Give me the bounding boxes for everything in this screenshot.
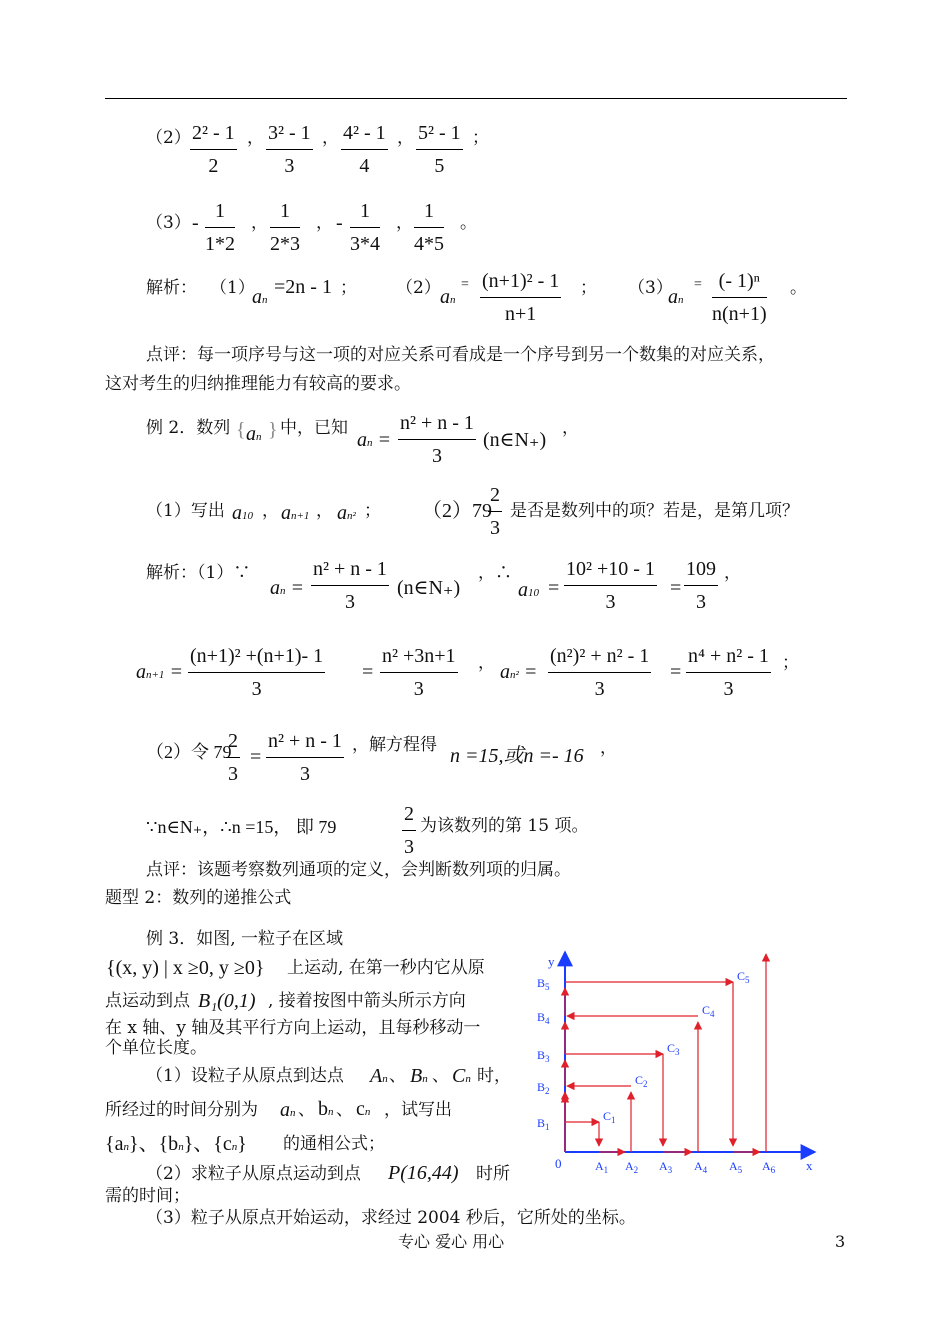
comment-1-line1: 点评：每一项序号与这一项的对应关系可看成是一个序号到另一个数集的对应关系，: [146, 345, 775, 365]
path-segments: [565, 954, 766, 1152]
label-a: $A_4$: [694, 1159, 708, 1175]
fraction: $\frac{\text{10² +10 - 1}}{3}$: [566, 558, 655, 613]
section-title: 题型 2：数列的递推公式: [105, 888, 292, 908]
label-c: $C_4$: [702, 1003, 715, 1019]
label-b: $B_5$: [537, 976, 550, 992]
fraction: $\frac{\text{n² + n - 1}}{3}$: [400, 412, 474, 467]
fraction: $\frac{\text{n² + n - 1}}{3}$: [313, 558, 387, 613]
fraction: $\frac{\text{n² +3n+1}}{3}$: [382, 645, 456, 700]
label-b: $B_3$: [537, 1048, 550, 1064]
fraction: $\frac{\text{3² - 1}}{3}$: [268, 122, 311, 177]
origin-label: 0: [555, 1156, 562, 1171]
page-footer: 专心 爱心 用心: [398, 1232, 505, 1251]
label-c: $C_3$: [667, 1041, 680, 1057]
label-a: $A_3$: [659, 1159, 673, 1175]
axis-label-y: y: [548, 954, 555, 969]
item-label: （2）: [146, 128, 191, 148]
label-a: $A_6$: [762, 1159, 776, 1175]
fraction: $\frac{\text{n² + n - 1}}{3}$: [268, 730, 342, 785]
fraction: $\frac{\text{5² - 1}}{5}$: [418, 122, 461, 177]
axis-label-x: x: [806, 1158, 813, 1173]
fraction: $\frac{\text{n⁴ + n² - 1}}{3}$: [688, 645, 769, 700]
label-a: $A_2$: [625, 1159, 639, 1175]
fraction: $\frac{1}{2*3}$: [270, 200, 300, 255]
fraction: $\frac{2}{3}$: [490, 484, 500, 539]
label-c: $C_1$: [603, 1109, 616, 1125]
label-c: $C_5$: [737, 969, 750, 985]
page-number: 3: [835, 1232, 846, 1251]
fraction: $\frac{\text{(n+1)² +(n+1)- 1}}{3}$: [190, 645, 324, 700]
label-c: $C_2$: [635, 1073, 648, 1089]
fraction: $\frac{2}{3}$: [228, 730, 238, 785]
fraction: $\frac{1}{1*2}$: [205, 200, 235, 255]
comment-1-line2: 这对考生的归纳推理能力有较高的要求。: [105, 374, 411, 394]
fraction: $\frac{\text{(n²)² + n² - 1}}{3}$: [550, 645, 650, 700]
comment-2: 点评：该题考察数列通项的定义，会判断数列项的归属。: [146, 860, 571, 880]
label-a: $A_5$: [729, 1159, 743, 1175]
point-labels: [537, 969, 776, 1175]
fraction: $\frac{1}{3*4}$: [350, 200, 380, 255]
label-b: $B_1$: [537, 1116, 550, 1132]
fraction: $\frac{\text{(n+1)² - 1}}{n+1}$: [482, 270, 560, 325]
label-b: $B_4$: [537, 1010, 550, 1026]
fraction: $\frac{\text{2² - 1}}{2}$: [192, 122, 235, 177]
fraction: $\frac{\text{(- 1)ⁿ}}{n(n+1)}$: [712, 270, 767, 325]
fraction: $\frac{1}{4*5}$: [414, 200, 444, 255]
fraction: $\frac{109}{3}$: [686, 558, 716, 613]
fraction: $\frac{\text{4² - 1}}{4}$: [343, 122, 386, 177]
label-a: $A_1$: [595, 1159, 609, 1175]
fraction: $\frac{2}{3}$: [404, 803, 414, 858]
label-b: $B_2$: [537, 1080, 550, 1096]
